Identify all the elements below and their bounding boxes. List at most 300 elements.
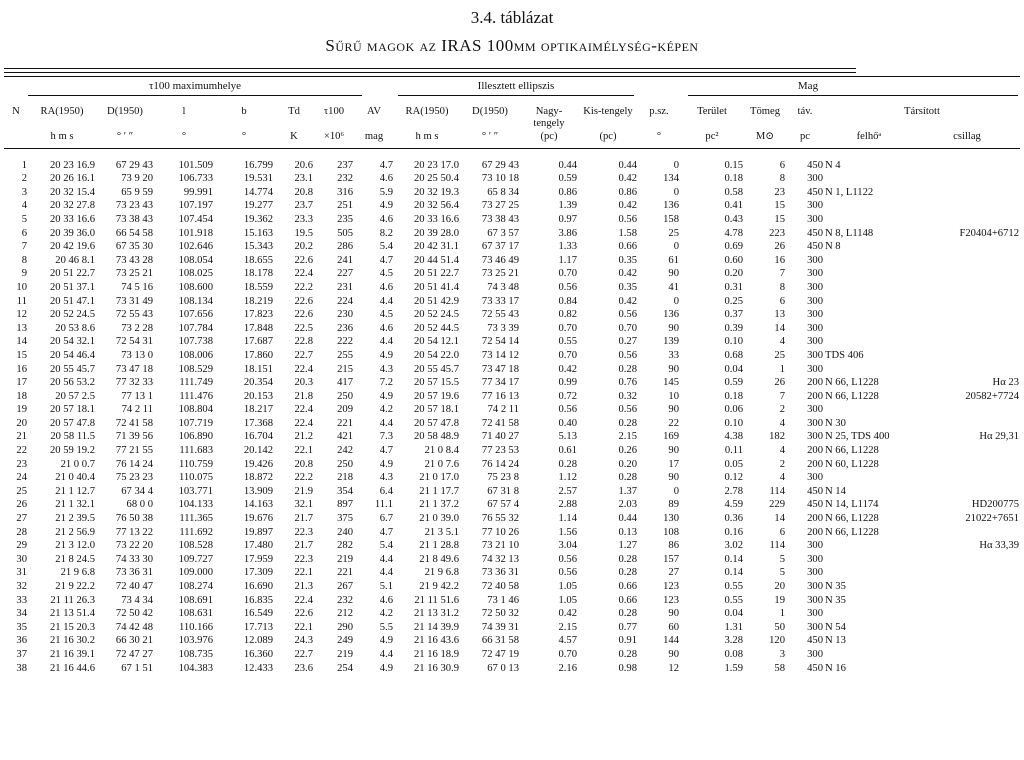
col-header: l xyxy=(182,106,186,117)
table-cell: 74 33 30 xyxy=(115,553,153,565)
unit-cell: ° xyxy=(638,130,680,148)
unit-cell: mag xyxy=(354,130,394,148)
table-row xyxy=(4,390,1020,404)
table-cell: 21.7 xyxy=(294,513,313,525)
table-cell: 0.36 xyxy=(724,513,743,525)
table-cell: 0.70 xyxy=(558,268,577,280)
table-cell: 4.9 xyxy=(379,349,393,361)
table-cell: 221 xyxy=(337,417,353,429)
table-cell: 0.28 xyxy=(618,472,637,484)
table-cell: 4.7 xyxy=(379,445,393,457)
table-cell: 73 25 21 xyxy=(481,268,519,280)
table-row xyxy=(4,526,1020,540)
table-cell: 74 42 48 xyxy=(115,621,153,633)
table-cell: 16 xyxy=(774,254,785,266)
table-cell: 72 50 42 xyxy=(115,608,153,620)
group-label-ellipse: Illesztett ellipszis xyxy=(477,80,555,92)
unit-cell: h m s xyxy=(394,130,460,148)
table-cell: 106.890 xyxy=(178,431,213,443)
table-cell: 14 xyxy=(774,513,785,525)
table-cell: 74 3 48 xyxy=(487,281,519,293)
table-row xyxy=(4,213,1020,227)
table-cell: 21 16 30.2 xyxy=(49,635,95,647)
table-cell: 30 xyxy=(16,553,27,565)
table-number-title: 3.4. táblázat xyxy=(470,8,554,27)
table-cell xyxy=(914,295,1020,309)
table-cell: 21 xyxy=(16,431,27,443)
table-cell: 108.691 xyxy=(178,594,213,606)
table-cell: 21 2 39.5 xyxy=(55,513,95,525)
table-cell xyxy=(824,172,914,186)
table-cell: 450 xyxy=(807,241,823,253)
table-cell: 31 xyxy=(16,567,27,579)
table-cell: 90 xyxy=(668,268,679,280)
table-cell: 73 14 12 xyxy=(481,349,519,361)
table-cell: 300 xyxy=(807,254,823,266)
table-cell: 22.4 xyxy=(294,363,313,375)
table-cell: 136 xyxy=(663,200,679,212)
table-cell: 1.12 xyxy=(558,472,577,484)
unit-cell: felhőᵃ xyxy=(824,130,914,148)
table-cell xyxy=(824,553,914,567)
table-cell: 290 xyxy=(337,621,353,633)
table-cell: 20 54 22.0 xyxy=(413,349,459,361)
table-cell: 15 xyxy=(774,213,785,225)
table-cell: 300 xyxy=(807,540,823,552)
table-cell: 22.3 xyxy=(294,526,313,538)
table-cell: 21022+7651 xyxy=(965,513,1019,525)
table-cell: 300 xyxy=(807,621,823,633)
table-cell: 224 xyxy=(337,295,353,307)
table-cell: 157 xyxy=(663,553,679,565)
table-cell: 114 xyxy=(769,540,785,552)
table-cell: 111.476 xyxy=(179,390,213,402)
table-cell: 38 xyxy=(16,662,27,674)
table-cell: N 54 xyxy=(825,621,846,633)
col-header: p.sz. xyxy=(649,106,669,117)
table-cell: 354 xyxy=(337,485,353,497)
table-cell: 36 xyxy=(16,635,27,647)
table-cell: 108.528 xyxy=(178,540,213,552)
table-cell: 300 xyxy=(807,472,823,484)
table-cell: 108.274 xyxy=(178,581,213,592)
table-cell xyxy=(914,458,1020,472)
table-cell: 450 xyxy=(807,499,823,511)
table-cell: 145 xyxy=(663,377,679,389)
table-cell: N 1, L1122 xyxy=(825,186,874,198)
table-cell: 236 xyxy=(337,322,353,334)
table-cell xyxy=(914,607,1020,621)
table-cell: 1.17 xyxy=(558,254,577,266)
table-cell: 106.733 xyxy=(178,173,213,185)
table-cell: 19.676 xyxy=(243,513,273,525)
table-cell: 130 xyxy=(663,513,679,525)
table-cell: 6.4 xyxy=(379,485,393,497)
table-cell: 0.56 xyxy=(558,404,577,416)
table-cell: 86 xyxy=(668,540,679,552)
table-cell: 77 10 26 xyxy=(481,526,519,538)
table-cell: 20.6 xyxy=(294,159,313,171)
table-body xyxy=(4,148,1020,675)
table-cell: 110.166 xyxy=(178,621,213,633)
table-cell: 7 xyxy=(779,268,785,280)
table-cell xyxy=(914,322,1020,336)
table-cell: 20 39 36.0 xyxy=(49,227,95,239)
table-cell: 16.549 xyxy=(243,608,273,620)
table-cell: 26 xyxy=(774,377,785,389)
table-row xyxy=(4,376,1020,390)
col-header: D(1950) xyxy=(472,106,508,117)
table-cell: 0.55 xyxy=(724,581,743,592)
table-cell: 109.000 xyxy=(178,567,213,579)
table-cell: 8 xyxy=(21,254,27,266)
table-cell: 0.16 xyxy=(724,526,743,538)
table-cell: 65 9 59 xyxy=(121,186,153,198)
table-cell: 200 xyxy=(807,390,823,402)
group-line-ellipse xyxy=(398,95,634,96)
table-row xyxy=(4,199,1020,213)
table-cell: 4.57 xyxy=(558,635,577,647)
table-cell: 0.76 xyxy=(618,377,637,389)
table-cell: N 8, L1148 xyxy=(825,227,874,239)
table-cell: 20 57 2.5 xyxy=(55,390,95,402)
table-cell: 1.59 xyxy=(724,662,743,674)
table-cell: 108.804 xyxy=(178,404,213,416)
table-cell: 108.054 xyxy=(178,254,213,266)
table-cell: 4 xyxy=(779,417,785,429)
table-cell: 20 57 47.8 xyxy=(49,417,95,429)
col-header: Terület xyxy=(697,106,727,117)
table-cell: 67 29 43 xyxy=(115,159,153,171)
table-cell: 20 51 37.1 xyxy=(49,281,95,293)
table-row xyxy=(4,553,1020,567)
table-cell: N 25, TDS 400 xyxy=(825,431,890,443)
table-cell: N 66, L1228 xyxy=(825,526,879,538)
table-cell: 300 xyxy=(807,309,823,321)
table-cell: 17.480 xyxy=(243,540,273,552)
table-cell: 0.56 xyxy=(618,349,637,361)
table-cell: 19.531 xyxy=(243,173,273,185)
table-cell: 0 xyxy=(673,241,679,253)
table-cell: 76 14 24 xyxy=(115,458,153,470)
table-cell xyxy=(914,444,1020,458)
table-cell: 73 2 28 xyxy=(121,322,153,334)
table-cell: 2.88 xyxy=(558,499,577,511)
table-cell: 20 51 47.1 xyxy=(49,295,95,307)
table-cell: 16.704 xyxy=(243,431,273,443)
table-cell xyxy=(914,485,1020,499)
table-cell: 22.2 xyxy=(294,472,313,484)
unit-cell: ° ′ ″ xyxy=(96,130,154,148)
table-row xyxy=(4,363,1020,377)
table-cell: 450 xyxy=(807,662,823,674)
table-cell: 77 13 22 xyxy=(115,526,153,538)
table-row xyxy=(4,594,1020,608)
table-cell: 421 xyxy=(337,431,353,443)
table-cell: 7.2 xyxy=(379,377,393,389)
table-cell: 3 xyxy=(21,186,27,198)
table-cell: 17.713 xyxy=(243,621,273,633)
table-cell: 0.13 xyxy=(618,526,637,538)
table-cell: 60 xyxy=(668,621,679,633)
table-cell: 72 55 43 xyxy=(115,309,153,321)
table-cell: 222 xyxy=(337,336,353,348)
table-cell: 22.4 xyxy=(294,404,313,416)
table-cell: 4.5 xyxy=(379,309,393,321)
table-cell: 0.56 xyxy=(558,567,577,579)
table-cell: 90 xyxy=(668,404,679,416)
table-cell: 7 xyxy=(779,390,785,402)
table-cell: 1.31 xyxy=(724,621,743,633)
table-cell: 21 3 5.1 xyxy=(424,526,459,538)
table-cell: 22.4 xyxy=(294,594,313,606)
table-cell: 21 0 8.4 xyxy=(424,445,459,457)
table-cell: 22.7 xyxy=(294,648,313,660)
table-cell: 3.02 xyxy=(724,540,743,552)
table-cell: 77 13 1 xyxy=(121,390,153,402)
table-cell: 77 16 13 xyxy=(481,390,519,402)
table-row xyxy=(4,648,1020,662)
table-cell: 0.15 xyxy=(724,159,743,171)
table-cell: 6 xyxy=(779,526,785,538)
table-cell: 4.3 xyxy=(379,472,393,484)
table-cell: 73 33 17 xyxy=(481,295,519,307)
table-cell: 6.7 xyxy=(379,513,393,525)
table-cell: 73 27 25 xyxy=(481,200,519,212)
table-cell: 73 9 20 xyxy=(121,173,153,185)
table-cell: 20 51 41.4 xyxy=(413,281,459,293)
table-cell: N 60, L1228 xyxy=(825,458,879,470)
table-cell: 22 xyxy=(16,445,27,457)
table-cell: 72 41 58 xyxy=(115,417,153,429)
table-cell: 21 1 32.1 xyxy=(55,499,95,511)
table-cell: HD200775 xyxy=(971,499,1019,511)
table-cell: 73 36 31 xyxy=(481,567,519,579)
table-cell: 67 34 4 xyxy=(121,485,153,497)
table-cell: 300 xyxy=(807,553,823,565)
table-cell: 4.3 xyxy=(379,363,393,375)
table-cell xyxy=(914,594,1020,608)
table-cell: 0.28 xyxy=(618,363,637,375)
table-cell: 20.8 xyxy=(294,186,313,198)
table-cell: 21 0 0.7 xyxy=(60,458,95,470)
table-cell: 15.163 xyxy=(243,227,273,239)
table-cell: 21 1 17.7 xyxy=(419,485,459,497)
table-cell: 90 xyxy=(668,648,679,660)
table-cell: 0.56 xyxy=(558,281,577,293)
table-cell: 0.77 xyxy=(618,621,637,633)
table-cell: 0.82 xyxy=(558,309,577,321)
table-cell: 20 33 16.6 xyxy=(49,213,95,225)
table-cell: 21 11 26.3 xyxy=(50,594,95,606)
table-cell: 67 0 13 xyxy=(487,662,519,674)
table-cell: 19.277 xyxy=(243,200,273,212)
table-cell: 200 xyxy=(807,513,823,525)
table-cell xyxy=(914,580,1020,594)
table-cell: 20 51 22.7 xyxy=(413,268,459,280)
table-cell: 21.9 xyxy=(294,485,313,497)
table-cell: 7 xyxy=(21,241,27,253)
table-cell: 107.719 xyxy=(178,417,213,429)
table-cell xyxy=(914,148,1020,172)
table-cell: 0.84 xyxy=(558,295,577,307)
table-cell: 8 xyxy=(779,281,785,293)
col-header: Kis-tengely xyxy=(583,106,633,117)
table-cell: 21 2 56.9 xyxy=(55,526,95,538)
table-cell: 1.33 xyxy=(558,241,577,253)
table-cell: 21 9 6.8 xyxy=(424,567,459,579)
table-cell: 21 16 44.6 xyxy=(49,662,95,674)
table-cell: 4.9 xyxy=(379,662,393,674)
table-cell: 0.28 xyxy=(618,417,637,429)
table-cell: 4.9 xyxy=(379,200,393,212)
table-cell: 8 xyxy=(779,173,785,185)
table-cell: 66 54 58 xyxy=(115,227,153,239)
table-cell: 450 xyxy=(807,186,823,198)
table-cell: 286 xyxy=(337,241,353,253)
table-cell: 21 16 30.9 xyxy=(413,662,459,674)
table-cell: 300 xyxy=(807,349,823,361)
table-cell: 20 25 50.4 xyxy=(413,173,459,185)
table-cell: 0.08 xyxy=(724,648,743,660)
table-cell: 34 xyxy=(16,608,27,620)
table-cell: 67 31 8 xyxy=(487,485,519,497)
table-cell: N 35 xyxy=(825,581,846,592)
table-row xyxy=(4,566,1020,580)
table-cell: 240 xyxy=(337,526,353,538)
table-cell: 18.178 xyxy=(243,268,273,280)
table-cell: 0 xyxy=(673,485,679,497)
table-cell: 0.14 xyxy=(724,553,743,565)
table-cell: 4 xyxy=(21,200,27,212)
table-cell: 66 31 58 xyxy=(481,635,519,647)
table-cell xyxy=(914,254,1020,268)
table-row xyxy=(4,240,1020,254)
table-cell: 111.692 xyxy=(179,526,213,538)
table-cell: 5.1 xyxy=(379,581,393,592)
col-header: Tömeg xyxy=(749,106,780,117)
table-cell: 101.918 xyxy=(178,227,213,239)
table-cell: 375 xyxy=(337,513,353,525)
table-cell: 72 50 32 xyxy=(481,608,519,620)
col-header: AV xyxy=(367,106,381,117)
table-cell: 300 xyxy=(807,173,823,185)
table-cell: 20 57 18.1 xyxy=(413,404,459,416)
table-cell: 0.56 xyxy=(618,404,637,416)
table-cell: 2 xyxy=(779,404,785,416)
table-cell: 14 xyxy=(774,322,785,334)
table-cell: 21 9 42.2 xyxy=(419,581,459,592)
table-cell: 219 xyxy=(337,553,353,565)
table-cell xyxy=(824,267,914,281)
table-cell: 17 xyxy=(668,458,679,470)
table-cell xyxy=(914,172,1020,186)
table-caption: Sűrű magok az IRAS 100μm optikaimélység-képen xyxy=(325,36,699,55)
table-cell: 16.799 xyxy=(243,159,273,171)
table-cell: 73 22 20 xyxy=(115,540,153,552)
table-cell: 0.14 xyxy=(724,567,743,579)
unit-cell: pc xyxy=(786,130,824,148)
unit-cell xyxy=(4,130,28,148)
table-cell: 0.58 xyxy=(724,186,743,198)
table-cell: 107.197 xyxy=(178,200,213,212)
table-cell: 74 32 13 xyxy=(481,553,519,565)
table-cell: 76 50 38 xyxy=(115,513,153,525)
table-cell: 300 xyxy=(807,648,823,660)
table-cell: 72 47 27 xyxy=(115,648,153,660)
unit-cell: ×10⁶ xyxy=(314,130,354,148)
table-row xyxy=(4,634,1020,648)
table-cell: 20.3 xyxy=(294,377,313,389)
table-cell: 27 xyxy=(668,567,679,579)
table-cell: 0.86 xyxy=(618,186,637,198)
table-cell: 0.59 xyxy=(558,173,577,185)
table-cell: Hα 29,31 xyxy=(979,431,1019,443)
table-cell: 0.98 xyxy=(618,662,637,674)
table-cell: 0.59 xyxy=(724,377,743,389)
table-cell: 20 33 16.6 xyxy=(413,213,459,225)
table-cell: 9 xyxy=(21,268,27,280)
table-row xyxy=(4,186,1020,200)
table-cell: 21 8 49.6 xyxy=(419,553,459,565)
table-cell: 123 xyxy=(663,594,679,606)
table-cell: 50 xyxy=(774,621,785,633)
table-cell: 17.959 xyxy=(243,553,273,565)
table-cell: 73 38 43 xyxy=(115,213,153,225)
table-cell xyxy=(824,335,914,349)
table-cell: 20.8 xyxy=(294,458,313,470)
table-cell: 0.27 xyxy=(618,336,637,348)
table-cell: 29 xyxy=(16,540,27,552)
table-cell: 90 xyxy=(668,608,679,620)
table-cell: N 66, L1228 xyxy=(825,445,879,457)
table-cell: 20 xyxy=(16,417,27,429)
table-cell: 21 0 40.4 xyxy=(55,472,95,484)
table-cell: 254 xyxy=(337,662,353,674)
table-cell: 232 xyxy=(337,173,353,185)
table-row xyxy=(4,539,1020,553)
table-cell: 108.735 xyxy=(178,648,213,660)
table-cell: 77 32 33 xyxy=(115,377,153,389)
table-cell: 4 xyxy=(779,472,785,484)
table-cell: 73 36 31 xyxy=(115,567,153,579)
table-cell: 20 52 44.5 xyxy=(413,322,459,334)
table-cell: 5.13 xyxy=(558,431,577,443)
table-row xyxy=(4,662,1020,676)
table-cell: 107.656 xyxy=(178,309,213,321)
table-cell: 20.142 xyxy=(243,445,273,457)
table-cell: 134 xyxy=(663,173,679,185)
table-cell: 61 xyxy=(668,254,679,266)
table-cell: 77 23 53 xyxy=(481,445,519,457)
table-cell: 300 xyxy=(807,417,823,429)
table-cell: 107.784 xyxy=(178,322,213,334)
table-cell: 231 xyxy=(337,281,353,293)
table-cell: 0.60 xyxy=(724,254,743,266)
table-cell: 251 xyxy=(337,200,353,212)
table-cell xyxy=(824,199,914,213)
table-cell: 26 xyxy=(16,499,27,511)
table-cell: 17.687 xyxy=(243,336,273,348)
table-cell: 0.20 xyxy=(618,458,637,470)
table-cell: 2.03 xyxy=(618,499,637,511)
table-cell: 20 42 31.1 xyxy=(413,241,459,253)
unit-cell: ° xyxy=(154,130,214,148)
table-cell: 73 47 18 xyxy=(115,363,153,375)
table-cell: 20 58 11.5 xyxy=(50,431,95,443)
table-cell: N 14 xyxy=(825,485,846,497)
table-cell: 0.66 xyxy=(618,594,637,606)
